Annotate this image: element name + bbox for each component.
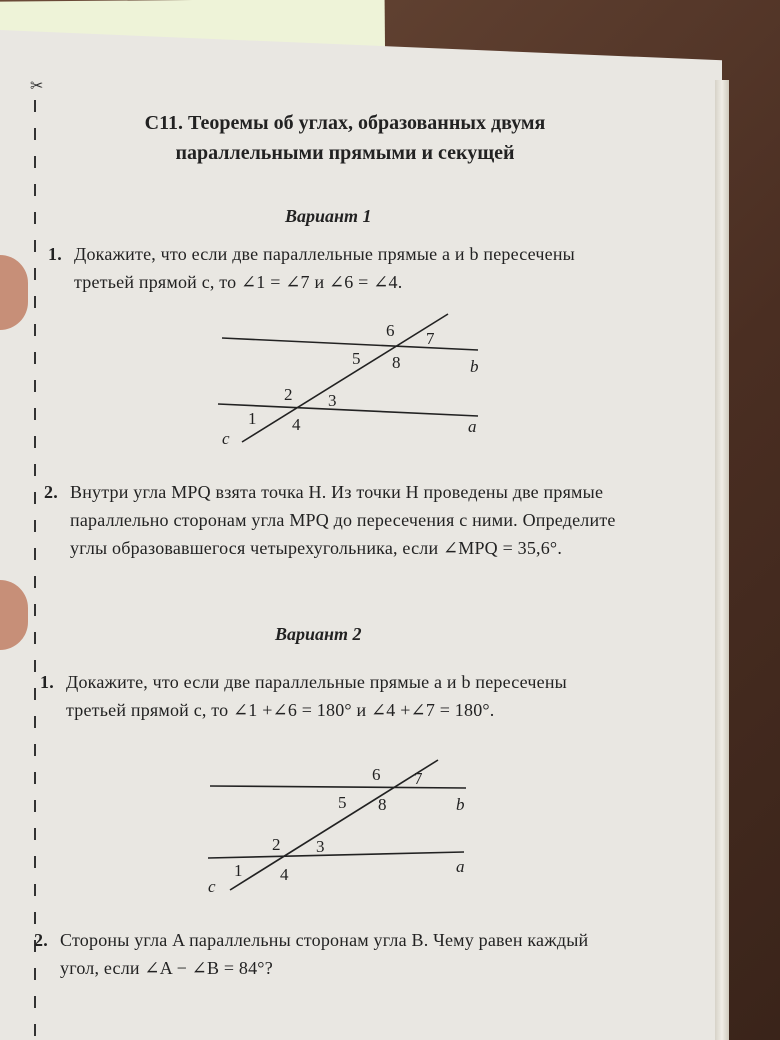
cut-line-dash bbox=[34, 268, 36, 280]
line-a bbox=[208, 852, 464, 858]
cut-line-dash bbox=[34, 688, 36, 700]
variant1-heading: Вариант 1 bbox=[285, 206, 372, 226]
angle-label-5: 5 bbox=[338, 793, 347, 812]
cut-line bbox=[30, 80, 44, 1040]
angle-label-4: 4 bbox=[292, 415, 301, 434]
angle-label-2: 2 bbox=[284, 385, 293, 404]
variant2-heading: Вариант 2 bbox=[275, 624, 362, 644]
variant1-figure bbox=[200, 312, 500, 452]
cut-line-dash bbox=[34, 856, 36, 868]
cut-line-dash bbox=[34, 492, 36, 504]
task-text: Внутри угла MPQ взята точка H. Из точки H проведены две прямые параллельно сторонам угла MPQ до пересечения с ними. Определите углы образовавшегося четырехугольника, если ∠MPQ = 35,6°. bbox=[70, 482, 616, 558]
page-title: С11. Теоремы об углах, образованных двумя параллельными прямыми и секущей bbox=[144, 112, 546, 164]
scissors-icon: ✂ bbox=[30, 76, 44, 95]
angle-label-7: 7 bbox=[426, 329, 435, 348]
variant1-task2 bbox=[44, 478, 630, 562]
angle-label-4: 4 bbox=[280, 865, 289, 884]
page-edge bbox=[715, 80, 729, 1040]
task-number: 2. bbox=[44, 482, 58, 502]
cut-line-dash bbox=[34, 660, 36, 672]
task-text: Докажите, что если две параллельные прямые a и b пересечены третьей прямой c, то ∠1 +∠6 = 180° и ∠4 +∠7 = 180°. bbox=[66, 672, 567, 720]
cut-line-dash bbox=[34, 296, 36, 308]
line-b-label: b bbox=[470, 357, 479, 376]
angle-label-1: 1 bbox=[248, 409, 257, 428]
cut-line-dash bbox=[34, 912, 36, 924]
angle-label-8: 8 bbox=[378, 795, 387, 814]
cut-line-dash bbox=[34, 576, 36, 588]
angle-label-7: 7 bbox=[414, 769, 423, 788]
cut-line-dash bbox=[34, 380, 36, 392]
line-c-label: c bbox=[222, 429, 230, 448]
cut-line-dash bbox=[34, 548, 36, 560]
task-number: 1. bbox=[48, 244, 62, 264]
variant1-task1 bbox=[48, 240, 634, 296]
cut-line-dash bbox=[34, 744, 36, 756]
cut-line-dash bbox=[34, 632, 36, 644]
line-a-label: a bbox=[468, 417, 477, 436]
cut-line-dash bbox=[34, 520, 36, 532]
task-text: Докажите, что если две параллельные прямые a и b пересечены третьей прямой c, то ∠1 = ∠7 и ∠6 = ∠4. bbox=[74, 244, 575, 292]
cut-line-dash bbox=[34, 1024, 36, 1036]
cut-line-dash bbox=[34, 800, 36, 812]
task-number: 1. bbox=[40, 672, 54, 692]
cut-line-dash bbox=[34, 324, 36, 336]
line-a bbox=[218, 404, 478, 416]
cut-line-dash bbox=[34, 212, 36, 224]
cut-line-dash bbox=[34, 100, 36, 112]
variant2-task1 bbox=[40, 668, 626, 724]
line-b bbox=[210, 786, 466, 788]
line-a-label: a bbox=[456, 857, 465, 876]
variant2-task2 bbox=[34, 926, 630, 982]
cut-line-dash bbox=[34, 772, 36, 784]
line-c bbox=[230, 760, 438, 890]
line-b-label: b bbox=[456, 795, 465, 814]
variant2-figure bbox=[190, 760, 490, 900]
task-number: 2. bbox=[34, 930, 48, 950]
task-text: Стороны угла A параллельны сторонам угла B. Чему равен каждый угол, если ∠A − ∠B = 84°? bbox=[60, 930, 589, 978]
angle-label-3: 3 bbox=[316, 837, 325, 856]
line-c bbox=[242, 314, 448, 442]
cut-line-dash bbox=[34, 408, 36, 420]
angle-label-5: 5 bbox=[352, 349, 361, 368]
angle-label-8: 8 bbox=[392, 353, 401, 372]
cut-line-dash bbox=[34, 128, 36, 140]
angle-label-3: 3 bbox=[328, 391, 337, 410]
line-c-label: c bbox=[208, 877, 216, 896]
cut-line-dash bbox=[34, 716, 36, 728]
cut-line-dash bbox=[34, 156, 36, 168]
angle-label-2: 2 bbox=[272, 835, 281, 854]
line-b bbox=[222, 338, 478, 350]
angle-label-1: 1 bbox=[234, 861, 243, 880]
angle-label-6: 6 bbox=[372, 765, 381, 784]
cut-line-dash bbox=[34, 884, 36, 896]
angle-label-6: 6 bbox=[386, 321, 395, 340]
cut-line-dash bbox=[34, 464, 36, 476]
cut-line-dash bbox=[34, 352, 36, 364]
cut-line-dash bbox=[34, 604, 36, 616]
cut-line-dash bbox=[34, 240, 36, 252]
cut-line-dash bbox=[34, 436, 36, 448]
cut-line-dash bbox=[34, 996, 36, 1008]
cut-line-dash bbox=[34, 968, 36, 980]
cut-line-dash bbox=[34, 184, 36, 196]
cut-line-dash bbox=[34, 828, 36, 840]
